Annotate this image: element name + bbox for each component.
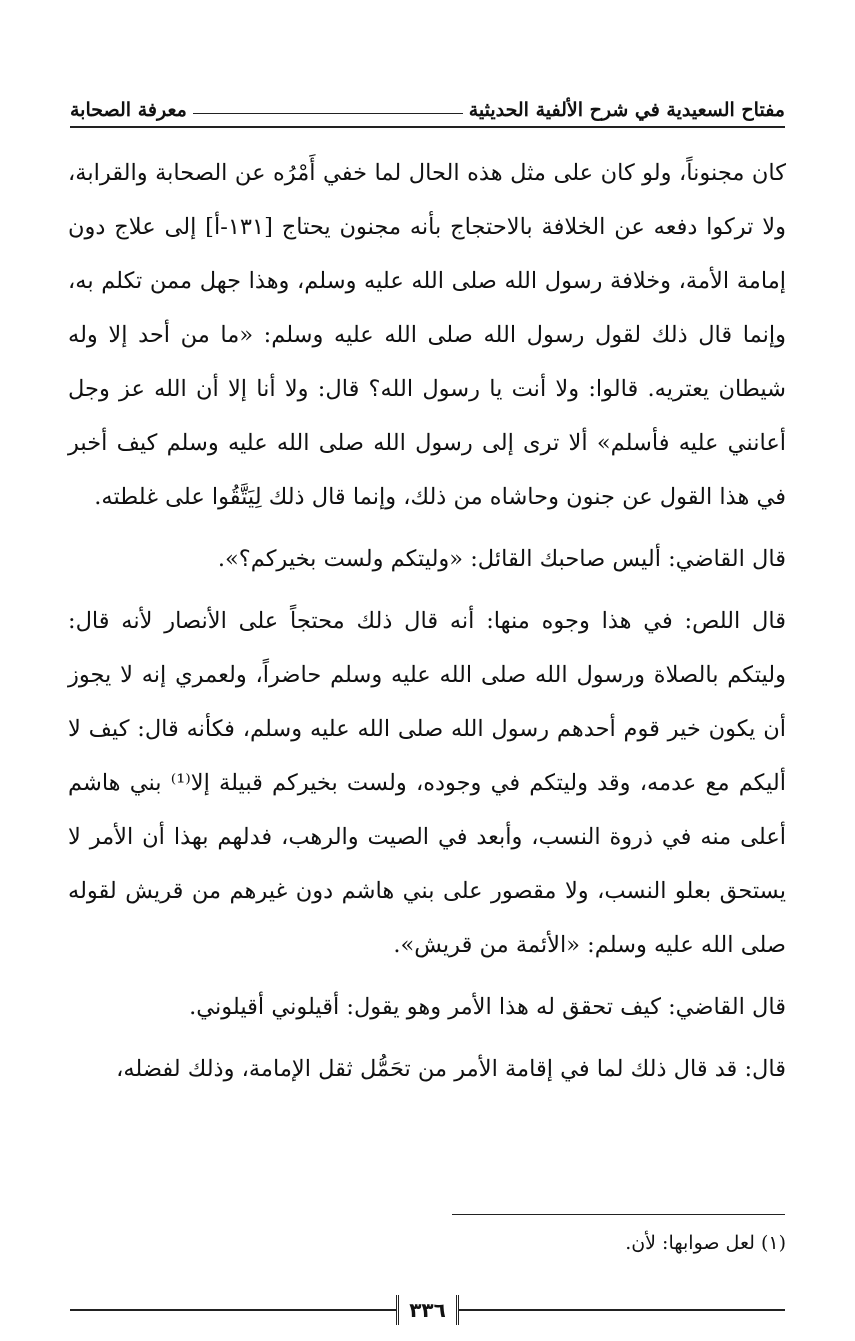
- page-footer: [70, 1290, 785, 1330]
- header-underline: [70, 126, 785, 128]
- footnote-divider: [452, 1214, 785, 1215]
- footnote: (١) لعل صوابها: لأن.: [625, 1232, 786, 1254]
- footer-rule-left: [70, 1309, 396, 1311]
- chapter-title: معرفة الصحابة: [70, 99, 187, 121]
- paragraph-5: قال: قد قال ذلك لما في إقامة الأمر من تحَمُّل ثقل الإمامة، وذلك لفضله،: [116, 1056, 786, 1082]
- paragraph-1: كان مجنوناً، ولو كان على مثل هذه الحال لما خفي أَمْرُه عن الصحابة والقرابة، ولا تركوا دفعه عن الخلافة بالاحتجاج بأنه مجنون يحتاج [١٣١-أ] إلى علاج دون إمامة الأمة، وخلافة رسول الله صلى الله عليه وسلم، وهذا جهل ممن تكلم به، وإنما قال ذلك لقول رسول الله صلى الله عليه وسلم: «ما من أحد إلا وله شيطان يعتريه. قالوا: ولا أنت يا رسول الله؟ قال: ولا أنا إلا أن الله عز وجل أعانني عليه فأسلم» ألا ترى إلى رسول الله صلى الله عليه وسلم كيف أخبر في هذا القول عن جنون وحاشاه من ذلك، وإنما قال ذلك لِيَتَّقُوا على غلطته.: [68, 160, 786, 510]
- footer-rule-right: [459, 1309, 785, 1311]
- header-divider: [193, 113, 463, 114]
- paragraph-2: قال القاضي: أليس صاحبك القائل: «وليتكم ولست بخيركم؟».: [217, 546, 786, 572]
- book-title: مفتاح السعيدية في شرح الألفية الحديثية: [468, 99, 785, 121]
- paragraph-4: قال القاضي: كيف تحقق له هذا الأمر وهو يقول: أقيلوني أقيلوني.: [189, 994, 786, 1020]
- paragraph-3: قال اللص: في هذا وجوه منها: أنه قال ذلك محتجاً على الأنصار لأنه قال: وليتكم بالصلاة ورسول الله صلى الله عليه وسلم حاضراً، ولعمري إنه لا يجوز أن يكون خير قوم أحدهم رسول الله صلى الله عليه وسلم، فكأنه قال: كيف لا أليكم مع عدمه، وقد وليتكم في وجوده، ولست بخيركم قبيلة إلا⁽¹⁾ بني هاشم أعلى منه في ذروة النسب، وأبعد في الصيت والرهب، فدلهم بهذا أن الأمر لا يستحق بعلو النسب، ولا مقصور على بني هاشم دون غيرهم من قريش لقوله صلى الله عليه وسلم: «الأئمة من قريش».: [68, 608, 786, 958]
- page-number: ٣٣٦: [396, 1295, 459, 1325]
- running-header: [70, 90, 785, 130]
- main-text: [68, 146, 786, 1096]
